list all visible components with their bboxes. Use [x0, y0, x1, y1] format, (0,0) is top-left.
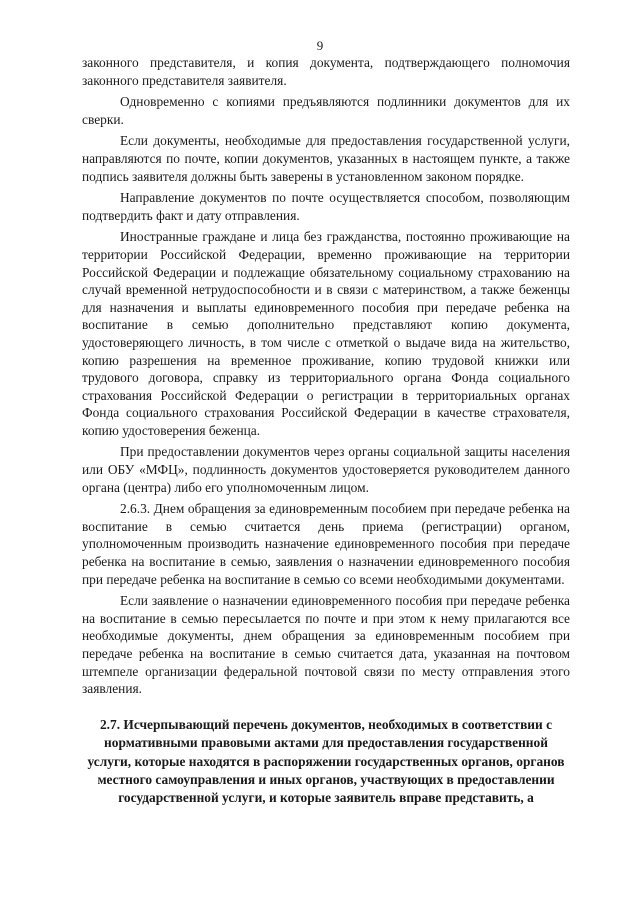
paragraph-mfc-authenticity: При предоставлении документов через органы социальной защиты населения или ОБУ «МФЦ», подлинность документов удостоверяется руководителем данного органа (центра) либо его уполномоченным лицом.: [82, 444, 570, 495]
paragraph-originals: Одновременно с копиями предъявляются подлинники документов для их сверки.: [82, 94, 570, 127]
paragraph-continuation: законного представителя, и копия документа, подтверждающего полномочия законного представителя заявителя.: [82, 55, 570, 88]
paragraph-postal-date: Если заявление о назначении единовременного пособия при передаче ребенка на воспитание в семью пересылается по почте и при этом к нему прилагаются все необходимые документы, днем обращения за единовременным пособием при передаче ребенка на воспитание в семью считается дата, указанная на почтовом штемпеле организации федеральной почтовой связи по месту отправления этого заявления.: [82, 593, 570, 697]
paragraph-foreign-citizens: Иностранные граждане и лица без гражданства, постоянно проживающие на территории Российской Федерации, временно проживающие на территории Российской Федерации и подлежащие обязательному социальному страхованию на случай временной нетрудоспособности и в связи с материнством, а также беженцы для назначения и выплаты единовременного пособия при передаче ребенка на воспитание в семью дополнительно представляют копию документа, удостоверяющего личность, в том числе с отметкой о выдаче вида на жительство, копию разрешения на временное проживание, копию трудовой книжки или трудового договора, справку из территориального органа Фонда социального страхования Российской Федерации о регистрации в территориальных органах Фонда социального страхования Российской Федерации в качестве страхователя, копию удостоверения беженца.: [82, 229, 570, 438]
document-body: [82, 54, 570, 808]
paragraph-mail-method: Направление документов по почте осуществляется способом, позволяющим подтвердить факт и дату отправления.: [82, 190, 570, 223]
paragraph-mail-copies: Если документы, необходимые для предоставления государственной услуги, направляются по почте, копии документов, указанных в настоящем пункте, а также подпись заявителя должны быть заверены в установленном законом порядке.: [82, 133, 570, 184]
page-number: 9: [316, 38, 324, 53]
paragraph-2-6-3: 2.6.3. Днем обращения за единовременным пособием при передаче ребенка на воспитание в семью считается день приема (регистрации) органом, уполномоченным производить назначение единовременного пособия при передаче ребенка на воспитание в семью, заявления о назначении единовременного пособия при передаче ребенка на воспитание в семью со всеми необходимыми документами.: [82, 501, 570, 587]
section-heading-2-7: 2.7. Исчерпывающий перечень документов, необходимых в соответствии с нормативными правовыми актами для предоставления государственной услуги, которые находятся в распоряжении государственных органов, органов местного самоуправления и иных органов, участвующих в предоставлении государственной услуги, и которые заявитель вправе представить, а: [87, 716, 565, 806]
